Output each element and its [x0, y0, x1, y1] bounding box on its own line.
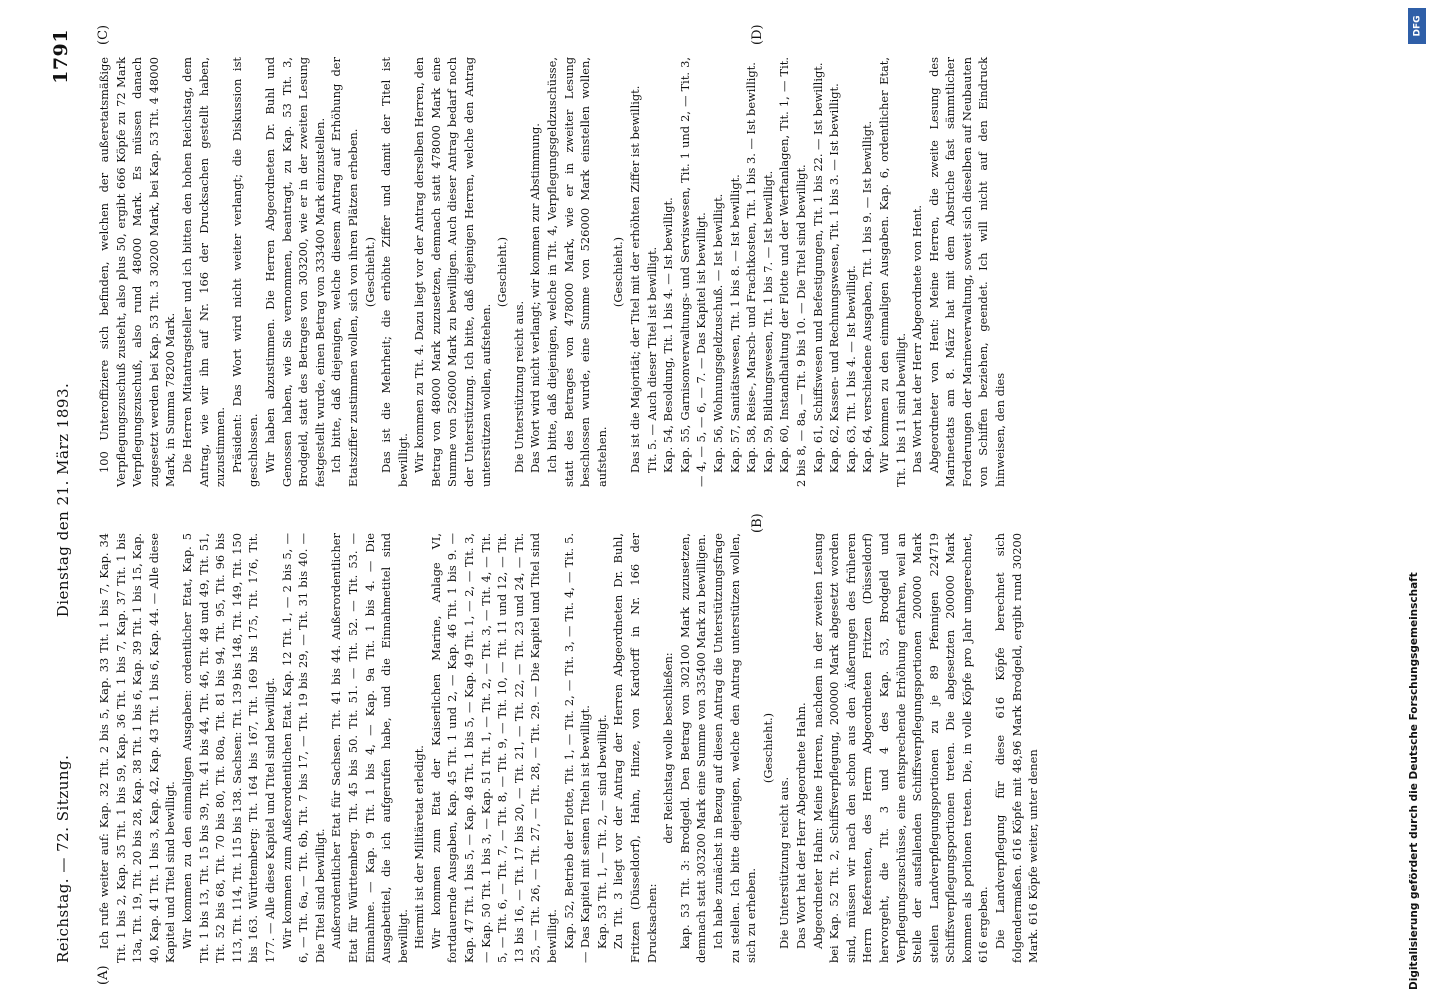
paragraph: Zu Tit. 3 liegt vor der Antrag der Herren Abgeordneten Dr. Buhl, Fritzen (Düsseldorf), Hahn, Hinze, von Kardorff in Nr. 166 der Drucksachen:	[611, 533, 659, 963]
paragraph: Kap. 52, Betrieb der Flotte, Tit. 1, — Tit. 2, — Tit. 3, — Tit. 4, — Tit. 5. — Das Kapitel mit seinen Titeln ist bewilligt.	[561, 533, 593, 963]
paragraph: kap. 53 Tit. 3: Brodgeld. Den Betrag von 302100 Mark zuzusetzen, demnach statt 303200 Mark eine Summe von 335400 Mark zu bewilligen.	[677, 533, 709, 963]
page-number: 1791	[50, 29, 72, 84]
paragraph: Präsident: Das Wort wird nicht weiter verlangt; die Diskussion ist geschlossen.	[229, 57, 261, 487]
paragraph: Kap. 58, Reise-, Marsch- und Frachtkosten, Tit. 1 bis 3. — Ist bewilligt.	[744, 62, 759, 473]
paragraph: Kap. 59, Bildungswesen, Tit. 1 bis 7. — Ist bewilligt.	[760, 170, 775, 473]
paragraph: (Geschieht.)	[611, 236, 626, 308]
paragraph: Wir haben abzustimmen. Die Herren Abgeordneten Dr. Buhl und Genossen haben, wie Sie vernommen, beantragt, zu Kap. 53 Tit. 3, Brodgeld, statt des Betrages von 303200, wie er in der zweiten Lesung festgestellt wurde, einen Betrag von 333400 Mark einzustellen.	[262, 57, 327, 487]
paragraph: Hiermit ist der Militäretat erledigt.	[412, 745, 427, 949]
paragraph: Kap. 56, Wohnungsgeldzuschuß. — Ist bewilligt.	[710, 193, 725, 473]
paragraph: Kap. 55, Garnisonverwaltungs- und Serviswesen, Tit. 1 und 2, — Tit. 3, — 4, — 5, — 6, — 7. — Das Kapitel ist bewilligt.	[677, 57, 709, 487]
header-left: Reichstag. — 72. Sitzung.	[54, 754, 72, 963]
paragraph: Abgeordneter von Hent: Meine Herren, die zweite Lesung des Marineetats am 8. März hat mit dem Abstriche fast sämmtlicher Forderungen der Marineverwaltung, soweit sich dieselben auf Neubauten von Schiffen beziehen, geendet. Ich will nicht auf den Eindruck hinweisen, den dies	[926, 57, 1008, 487]
paragraph: Kap. 53 Tit. 1, — Tit. 2, — sind bewilligt.	[594, 714, 609, 949]
paragraph: Kap. 54, Besoldung, Tit. 1 bis 4. — Ist bewilligt.	[661, 197, 676, 473]
paragraph: Das Wort hat der Herr Abgeordnete von Hent.	[910, 204, 925, 473]
paragraph: Wir kommen zu den einmaligen Ausgaben: ordentlicher Etat, Kap. 5 Tit. 1 bis 13, Tit. 15 bis 39, Tit. 41 bis 44, Tit. 46, Tit. 48 und 49, Tit. 51, Tit. 52 bis 68, Tit. 70 bis 80, Tit. 80a, Tit. 81 bis 94, Tit. 95, Tit. 96 bis 113, Tit. 114, Tit. 115 bis 138. Sachsen: Tit. 139 bis 148, Tit. 149, Tit. 150 bis 163. Württemberg: Tit. 164 bis 167, Tit. 169 bis 175, Tit. 176, Tit. 177. — Alle diese Kapitel und Titel sind bewilligt.	[179, 533, 277, 963]
paragraph: Wir kommen zu den einmaligen Ausgaben. Kap. 6, ordentlicher Etat, Tit. 1 bis 11 sind bewilligt.	[876, 57, 908, 487]
paragraph: Tit. 5. — Auch dieser Titel ist bewilligt.	[644, 246, 659, 473]
paragraph: Das ist die Majorität; der Titel mit der erhöhten Ziffer ist bewilligt.	[628, 85, 642, 473]
paragraph: Das Wort wird nicht verlangt; wir kommen zur Abstimmung.	[528, 123, 543, 473]
right-column	[96, 57, 1362, 487]
paragraph: Die Landverpflegung für diese 616 Köpfe berechnet sich folgendermaßen. 616 Köpfe mit 48,96 Mark Brodgeld, ergibt rund 30200 Mark. 616 Köpfe weiter, unter denen	[993, 533, 1041, 963]
paragraph: Wir kommen zum Etat der Kaiserlichen Marine, Anlage VI, fortdauernde Ausgaben, Kap. 45 Tit. 1 und 2, — Kap. 46 Tit. 1 bis 9. — Kap. 47 Tit. 1 bis 5, — Kap. 48 Tit. 1 bis 5, — Kap. 49 Tit. 1, — 2, — Tit. 3, — Kap. 50 Tit. 1 bis 3, — Kap. 51 Tit. 1, — Tit. 2, — Tit. 3, — Tit. 4, — Tit. 5, — Tit. 6, — Tit. 7, — Tit. 8, — Tit. 9, — Tit. 10, — Tit. 11 und 12, — Tit. 13 bis 16, — Tit. 17 bis 20, — Tit. 21, — Tit. 22, — Tit. 23 und 24, — Tit. 25, — Tit. 26, — Tit. 27, — Tit. 28, — Tit. 29. — Die Kapitel und Titel sind bewilligt.	[428, 533, 560, 963]
paragraph: (Geschieht.)	[760, 712, 775, 784]
paragraph: Die Unterstützung reicht aus.	[511, 300, 526, 473]
document-page	[30, 15, 1402, 985]
dfg-logo: DFG	[1408, 8, 1426, 44]
paragraph: 100 Unteroffiziere sich befinden, welchen der außeretatsmäßige Verpflegungszuschuß zusteht, also plus 50, ergibt 666 Köpfe zu 72 Mark Verpflegungszuschuß, also rund 48000 Mark. Es müssen danach zugesetzt werden bei Kap. 53 Tit. 3 30200 Mark, bei Kap. 53 Tit. 4 48000 Mark, in Summa 78200 Mark.	[97, 57, 178, 487]
paragraph: Kap. 57, Sanitätswesen, Tit. 1 bis 8. — Ist bewilligt.	[727, 174, 742, 473]
header-date: Dienstag den 21. März 1893.	[54, 382, 72, 618]
paragraph: Ich bitte, daß diejenigen, welche diesem Antrag auf Erhöhung der Etatsziffer zustimmen wollen, sich von ihren Plätzen erheben.	[329, 57, 360, 487]
paragraph: Kap. 60, Instandhaltung der Flotte und der Werftanlagen, Tit. 1, — Tit. 2 bis 8, — 8a, — Tit. 9 bis 10. — Die Titel sind bewilligt.	[777, 57, 808, 487]
page-header	[50, 15, 78, 985]
paragraph: der Reichstag wolle beschließen:	[661, 652, 676, 844]
paragraph: Das ist die Mehrheit; die erhöhte Ziffer und damit der Titel ist bewilligt.	[379, 57, 410, 487]
dfg-funding-note: Digitalisierung gefördert durch die Deutsche Forschungsgemeinschaft	[1408, 572, 1420, 990]
paragraph: Ich habe zunächst in Bezug auf diesen Antrag die Unterstützungsfrage zu stellen. Ich bitte diejenigen, welche den Antrag unterstützen wollen, sich zu erheben.	[710, 533, 759, 963]
paragraph: (Geschieht.)	[362, 236, 377, 308]
margin-mark-c: (C)	[96, 24, 111, 45]
margin-mark-a: (A)	[96, 965, 111, 985]
paragraph: Die Herren Mitantragsteller und ich bitten den hohen Reichstag, dem Antrag, wie wir ihn auf Nr. 166 der Drucksachen gestellt haben, zuzustimmen.	[179, 57, 228, 487]
left-column	[96, 533, 1362, 963]
paragraph: Kap. 64, verschiedene Ausgaben, Tit. 1 bis 9. — Ist bewilligt.	[860, 120, 875, 473]
paragraph: Außerordentlicher Etat für Sachsen. Tit. 41 bis 44. Außerordentlicher Etat für Württemberg. Tit. 45 bis 50. Tit. 51. — Tit. 52. — Tit. 53. — Einnahme. — Kap. 9 Tit. 1 bis 4, — Kap. 9a Tit. 1 bis 4. — Die Ausgabetitel, die ich aufgerufen habe, und die Einnahmetitel sind bewilligt.	[329, 533, 410, 963]
margin-mark-b: (B)	[750, 513, 765, 533]
paragraph: Die Unterstützung reicht aus.	[777, 776, 792, 949]
paragraph: Ich bitte, daß diejenigen, welche in Tit. 4, Verpflegungsgeldzuschüsse, statt des Betrages von 478000 Mark, wie er in zweiter Lesung beschlossen wurde, eine Summe von 526000 Mark einstellen wollen, aufstehen.	[545, 57, 609, 487]
paragraph: Ich rufe weiter auf: Kap. 32 Tit. 2 bis 5, Kap. 33 Tit. 1 bis 7, Kap. 34 Tit. 1 bis 2, Kap. 35 Tit. 1 bis 59, Kap. 36 Tit. 1 bis 7, Kap. 37 Tit. 1 bis 13a, Tit. 19, Tit. 20 bis 28, Kap. 38 Tit. 1 bis 6, Kap. 39 Tit. 1 bis 15, Kap. 40, Kap. 41 Tit. 1 bis 3, Kap. 42, Kap. 43 Tit. 1 bis 6, Kap. 44. — Alle diese Kapitel und Titel sind bewilligt.	[97, 533, 178, 963]
paragraph: Das Wort hat der Herr Abgeordnete Hahn.	[793, 702, 808, 949]
paragraph: Kap. 61, Schiffswesen und Befestigungen, Tit. 1 bis 22. — Ist bewilligt.	[810, 62, 825, 473]
paragraph: Kap. 62, Kassen- und Rechnungswesen, Tit. 1 bis 3. — Ist bewilligt.	[827, 83, 842, 473]
paragraph: Abgeordneter Hahn: Meine Herren, nachdem in der zweiten Lesung bei Kap. 52 Tit. 2, Schiffsverpflegung, 200000 Mark abgesetzt worden sind, müssen wir nach den schon aus den Äußerungen des früheren Herrn Referenten, des Herrn Abgeordneten Fritzen (Düsseldorf) hervorgeht, die Tit. 3 und 4 des Kap. 53, Brodgeld und Verpflegungszuschüsse, eine entsprechende Erhöhung erfahren, weil an Stelle der ausfallenden Schiffsverpflegungsportionen 200000 Mark stellen Landverpflegungsportionen zu je 89 Pfennigen 224719 Schiffsverpflegungsportionen treten. Die abgesetzten 200000 Mark kommen als porlionen treten. Die, in volle Köpfe pro Jahr umgerechnet, 616 ergeben.	[810, 533, 991, 963]
paragraph: Wir kommen zum Außerordentlichen Etat. Kap. 12 Tit. 1, — 2 bis 5, — 6, — Tit. 6a, — Tit. 6b, Tit. 7 bis 17, — Tit. 19 bis 29, — Tit. 31 bis 40. — Die Titel sind bewilligt.	[279, 533, 327, 963]
paragraph: Wir kommen zu Tit. 4. Dazu liegt vor der Antrag derselben Herren, den Betrag von 48000 Mark zuzusetzen, demnach statt 478000 Mark eine Summe von 526000 Mark zu bewilligen. Auch dieser Antrag bedarf noch der Unterstützung. Ich bitte, daß diejenigen Herren, welche den Antrag unterstützen wollen, aufstehen.	[412, 57, 493, 487]
paragraph: (Geschieht.)	[495, 236, 510, 308]
paragraph: Kap. 63, Tit. 1 bis 4. — Ist bewilligt.	[843, 265, 858, 473]
margin-mark-d: (D)	[750, 24, 765, 45]
